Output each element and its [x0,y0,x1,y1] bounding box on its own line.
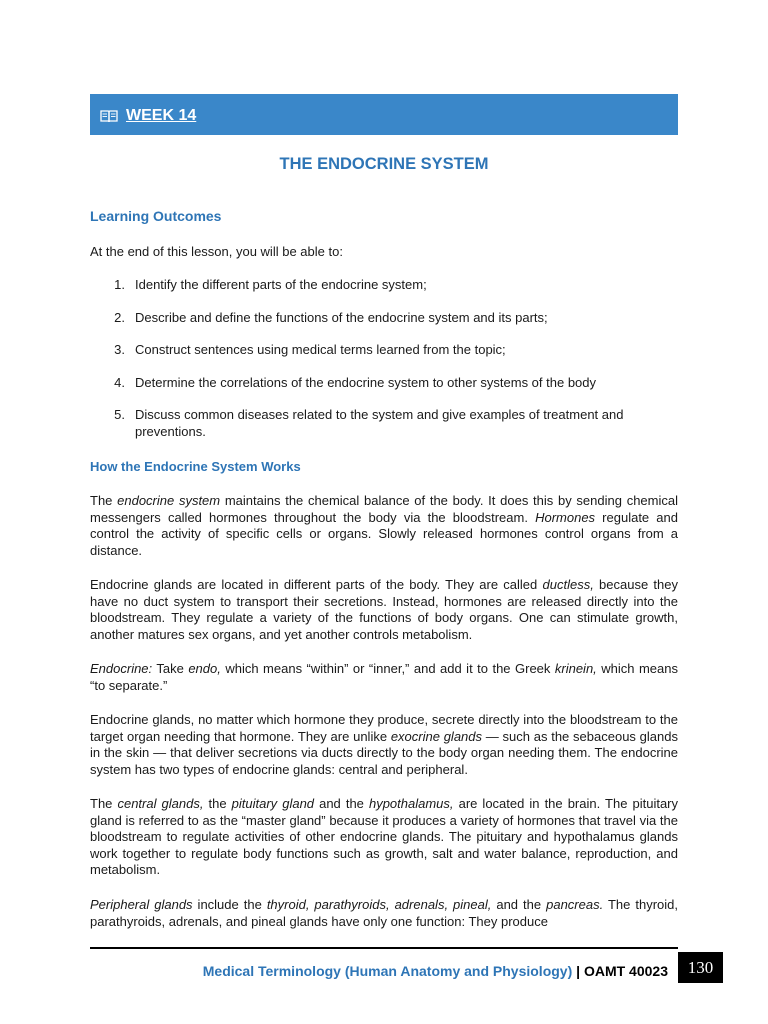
learning-outcomes-heading: Learning Outcomes [90,208,222,224]
list-text: Determine the correlations of the endocrine system to other systems of the body [135,374,597,390]
list-item [90,375,678,392]
footer [90,963,668,979]
paragraph-endocrine-etymology: Endocrine: Take endo, which means “within” or “inner,” and add it to the Greek krinein, which means “to separate.” [90,661,678,693]
list-item [90,407,678,440]
footer-course-code: OAMT 40023 [583,963,668,979]
list-number: 3. [114,342,125,357]
paragraph-central-glands: The central glands, the pituitary gland and the hypothalamus, are located in the brain. The pituitary gland is referred to as the “master gland” because it produces a variety of hormones that travel via the bloodstream to regulate activities of other endocrine glands. The pituitary and hypothalamus glands work together to regulate body functions such as growth, salt and water balance, reproduction, and metabolism. [90,796,679,877]
outcomes-intro: At the end of this lesson, you will be able to: [90,244,343,259]
list-text: Identify the different parts of the endocrine system; [135,277,427,292]
footer-divider [90,947,678,949]
list-text: Describe and define the functions of the endocrine system and its parts; [135,309,548,325]
list-item [90,342,678,359]
footer-separator: | [572,963,584,979]
paragraph-exocrine-comparison: Endocrine glands, no matter which hormone they produce, secrete directly into the bloodstream to the target organ needing that hormone. They are unlike exocrine glands — such as the sebaceous glands in the skin — that deliver secretions via ducts directly to the body organ needing them. The endocrine system has two types of endocrine glands: central and peripheral. [90,712,678,777]
week-label: WEEK 14 [126,106,197,124]
section-heading: How the Endocrine System Works [90,459,301,474]
footer-course: Medical Terminology (Human Anatomy and Physiology) [202,963,573,979]
book-icon [100,109,118,123]
paragraph-peripheral-glands: Peripheral glands include the thyroid, parathyroids, adrenals, pineal, and the pancreas. The thyroid, parathyroids, adrenals, and pineal glands have only one function: They produce [90,897,678,929]
list-item [90,277,678,294]
list-number: 1. [114,277,125,292]
list-text: Discuss common diseases related to the system and give examples of treatment and preventions. [135,407,624,439]
list-number: 2. [114,309,125,325]
week-banner [90,94,678,135]
page-title: THE ENDOCRINE SYSTEM [279,155,489,173]
paragraph-ductless-glands: Endocrine glands are located in different parts of the body. They are called ductless, because they have no duct system to transport their secretions. Instead, hormones are released directly into the bloodstream. They regulate a variety of the functions of body organs. One can stimulate growth, another matures sex organs, and yet another controls metabolism. [90,577,678,642]
outcomes-list [90,277,678,456]
list-item [90,310,678,327]
list-text: Construct sentences using medical terms learned from the topic; [135,342,506,357]
paragraph-endocrine-system: The endocrine system maintains the chemical balance of the body. It does this by sending chemical messengers called hormones throughout the body via the bloodstream. Hormones regulate and control the activity of specific cells or organs. Slowly released hormones control organs from a distance. [90,493,678,558]
list-number: 4. [114,374,125,390]
page-number: 130 [678,952,723,983]
list-number: 5. [114,407,125,422]
